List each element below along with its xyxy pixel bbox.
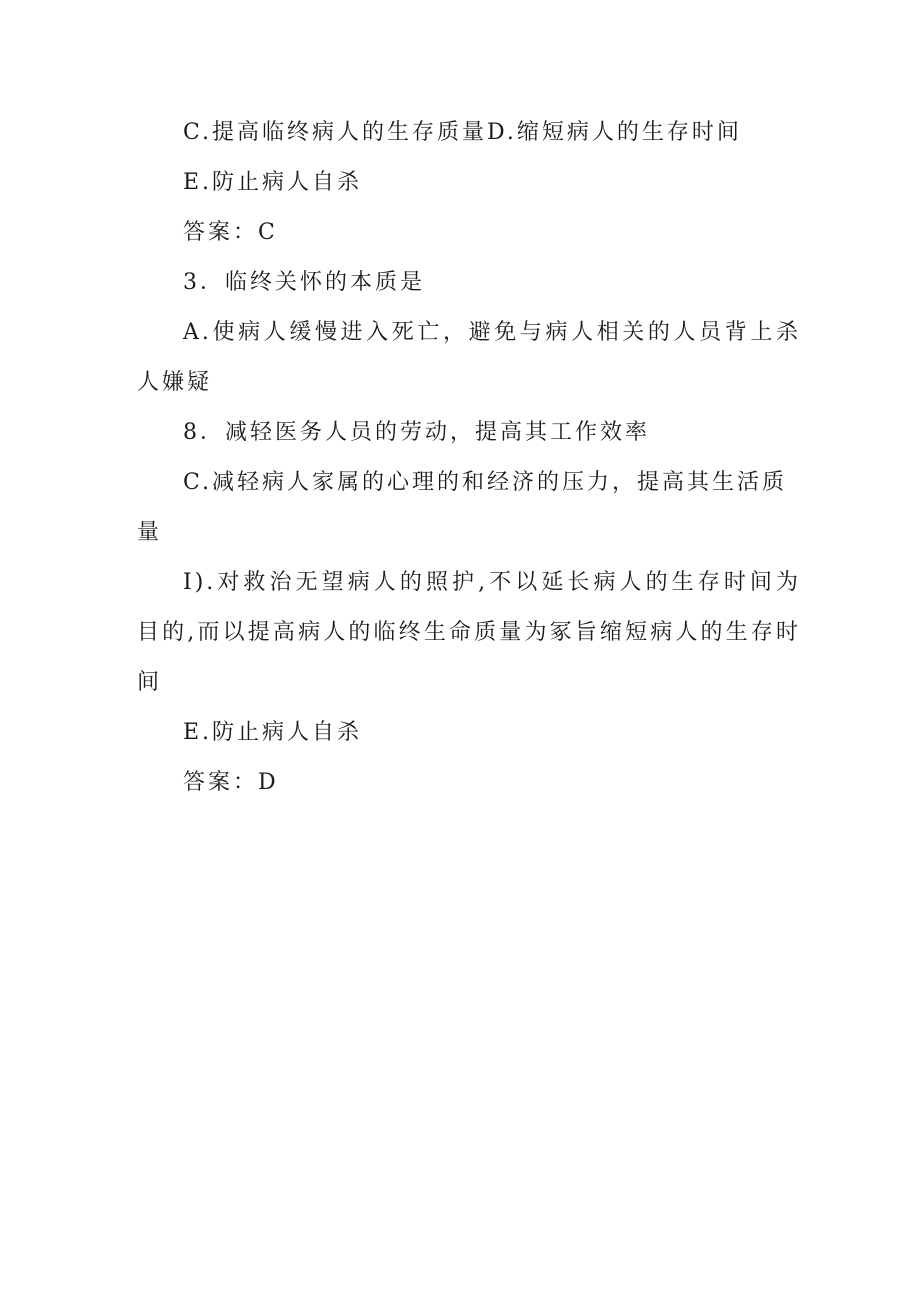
question-3-option-a: A.使病人缓慢进入死亡，避免与病人相关的人员背上杀人嫌疑 <box>137 320 801 395</box>
question-3-option-c: C.减轻病人家属的心理的和经济的压力，提高其生活质量 <box>137 470 788 545</box>
question-3-option-b: 8．减轻医务人员的劳动，提高其工作效率 <box>183 420 650 445</box>
option-e-line: E.防止病人自杀 <box>183 170 363 195</box>
question-3-answer: 答案：D <box>183 770 279 795</box>
question-3-option-d: I).对救治无望病人的照护,不以延长病人的生存时间为目的,而以提高病人的临终生命质量为冢旨缩短病人的生存时间 <box>137 570 801 695</box>
question-3-option-e: E.防止病人自杀 <box>183 720 363 745</box>
answer-line: 答案：C <box>183 220 278 245</box>
question-content <box>137 108 801 808</box>
question-3-stem: 3．临终关怀的本质是 <box>183 270 425 295</box>
option-c-d-line: C.提高临终病人的生存质量D.缩短病人的生存时间 <box>183 120 742 145</box>
